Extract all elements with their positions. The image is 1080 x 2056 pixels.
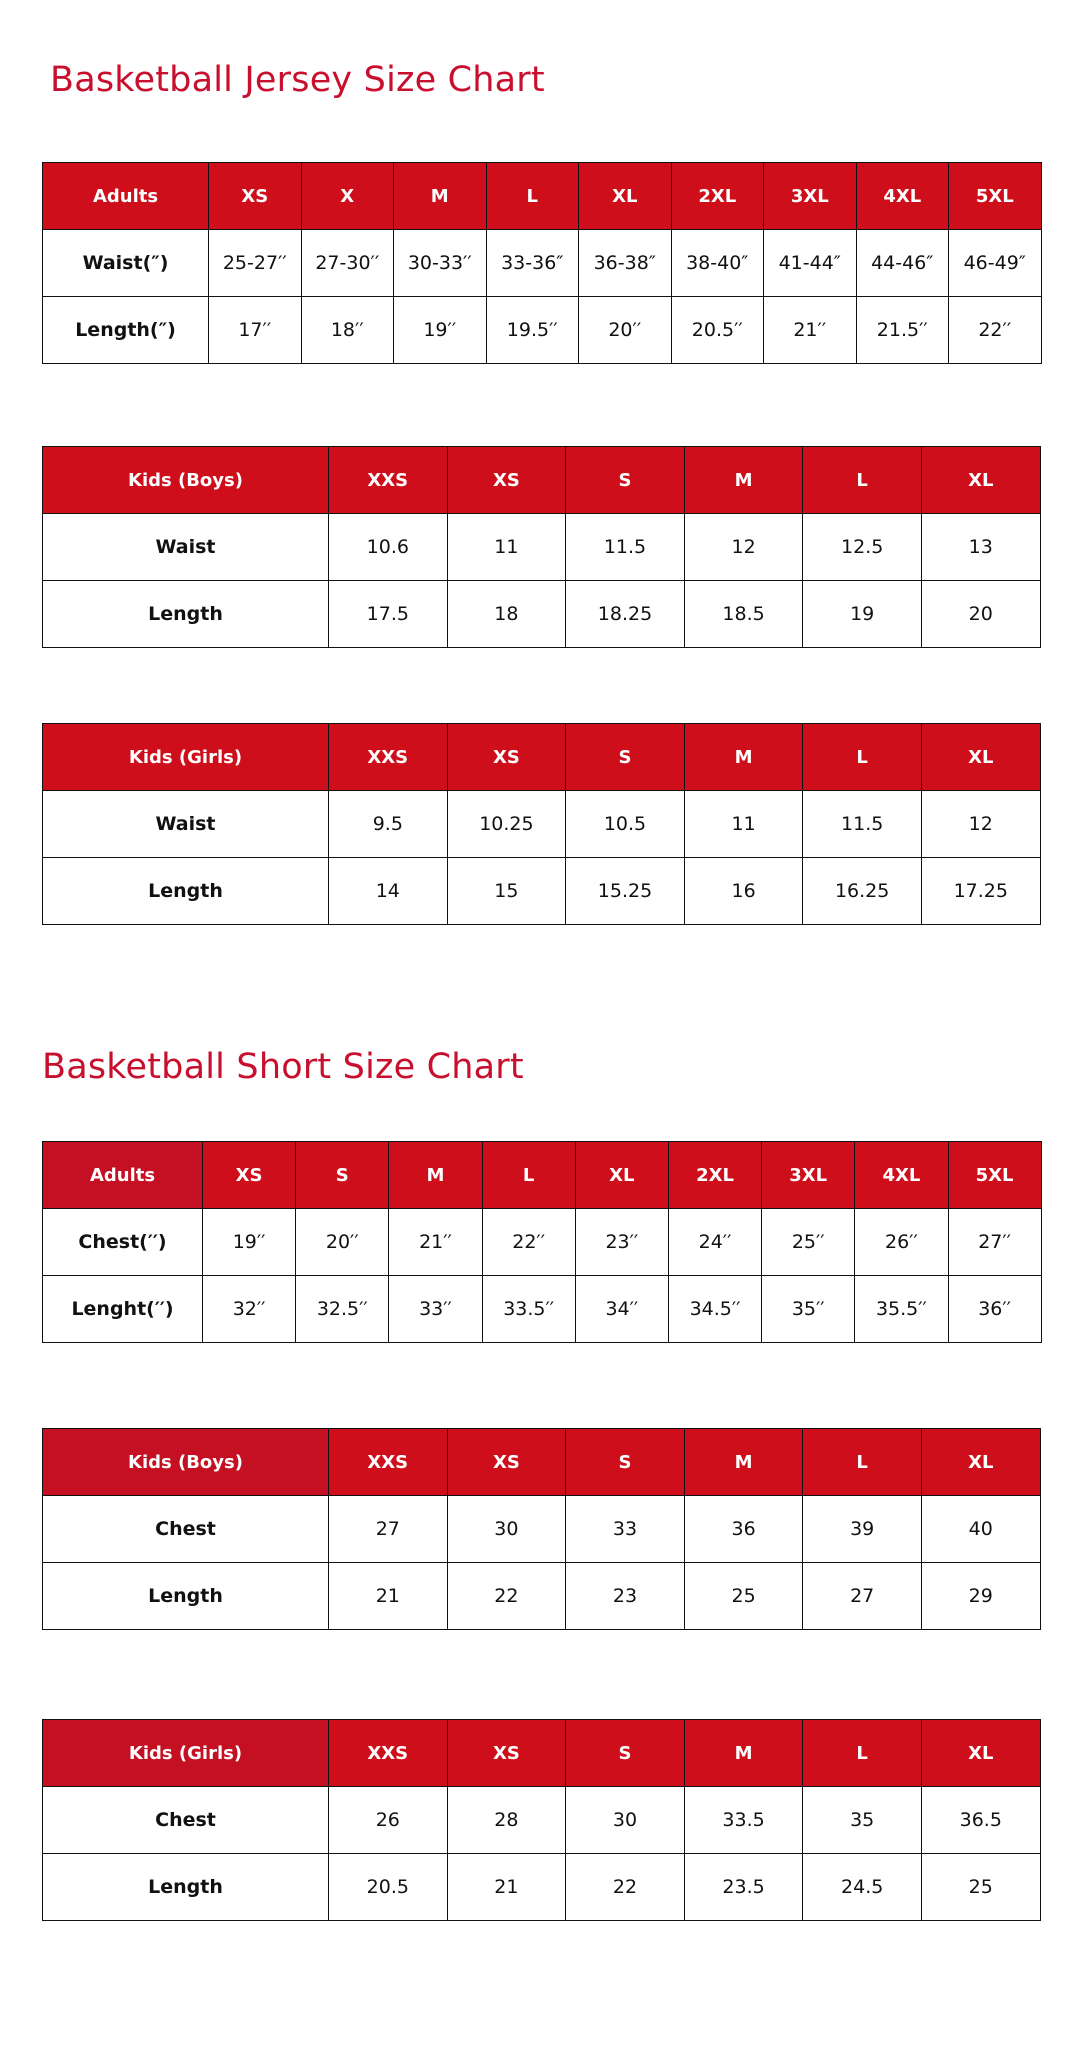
table-cell: 25 (684, 1563, 803, 1630)
table-cell: 32.5′′ (296, 1276, 389, 1343)
table-cell: 20.5′′ (671, 297, 764, 364)
header-cell-size: XL (579, 163, 672, 230)
table-cell: 24.5 (803, 1854, 922, 1921)
table-cell: 15.25 (566, 858, 685, 925)
table-row (43, 1276, 1042, 1343)
table-cell: 20 (921, 581, 1040, 648)
header-cell-size: M (684, 1720, 803, 1787)
table-cell: 28 (447, 1787, 566, 1854)
table-cell: 11 (684, 791, 803, 858)
header-cell-size: 2XL (671, 163, 764, 230)
table-cell: 19 (803, 581, 922, 648)
table-cell: 33-36″ (486, 230, 579, 297)
table-cell: 33.5 (684, 1787, 803, 1854)
table-cell: 17.5 (329, 581, 448, 648)
table-cell: 20′′ (579, 297, 672, 364)
table-row (43, 1496, 1041, 1563)
table-cell: 17′′ (209, 297, 302, 364)
table-cell: 11.5 (803, 791, 922, 858)
short-kids-boys-table (42, 1428, 1041, 1630)
header-cell-size: X (301, 163, 394, 230)
table-cell: 20.5 (329, 1854, 448, 1921)
header-row (43, 1142, 1042, 1209)
table-cell: 16.25 (803, 858, 922, 925)
table-cell: 27 (803, 1563, 922, 1630)
table-cell: 10.25 (447, 791, 566, 858)
row-label: Length (43, 1854, 329, 1921)
table-cell: 26′′ (855, 1209, 948, 1276)
header-cell-size: 3XL (764, 163, 857, 230)
header-cell-category: Kids (Boys) (43, 447, 329, 514)
header-cell-size: M (684, 447, 803, 514)
header-cell-size: S (566, 1720, 685, 1787)
table-cell: 21 (447, 1854, 566, 1921)
table-cell: 23.5 (684, 1854, 803, 1921)
table-cell: 25 (921, 1854, 1040, 1921)
table-cell: 17.25 (921, 858, 1040, 925)
table-cell: 21′′ (764, 297, 857, 364)
table-cell: 22′′ (482, 1209, 575, 1276)
table-cell: 21 (329, 1563, 448, 1630)
table-cell: 25-27′′ (209, 230, 302, 297)
row-label: Length (43, 858, 329, 925)
table-cell: 13 (921, 514, 1040, 581)
row-label: Length (43, 1563, 329, 1630)
table-cell: 11.5 (566, 514, 685, 581)
row-label: Length(″) (43, 297, 209, 364)
table-cell: 34.5′′ (668, 1276, 761, 1343)
header-cell-size: XS (209, 163, 302, 230)
table-cell: 10.5 (566, 791, 685, 858)
header-cell-size: XL (921, 724, 1040, 791)
header-cell-size: 2XL (668, 1142, 761, 1209)
table-cell: 33.5′′ (482, 1276, 575, 1343)
table-cell: 15 (447, 858, 566, 925)
header-cell-size: L (803, 724, 922, 791)
row-label: Length (43, 581, 329, 648)
table-cell: 21′′ (389, 1209, 482, 1276)
header-cell-size: 4XL (855, 1142, 948, 1209)
header-cell-size: S (566, 1429, 685, 1496)
header-cell-size: L (486, 163, 579, 230)
header-cell-category: Kids (Boys) (43, 1429, 329, 1496)
table-cell: 32′′ (203, 1276, 296, 1343)
header-cell-size: M (684, 1429, 803, 1496)
table-cell: 24′′ (668, 1209, 761, 1276)
table-cell: 16 (684, 858, 803, 925)
table-cell: 19′′ (394, 297, 487, 364)
header-cell-size: L (803, 1720, 922, 1787)
short-kids-girls-table (42, 1719, 1041, 1921)
table-cell: 20′′ (296, 1209, 389, 1276)
header-cell-size: M (389, 1142, 482, 1209)
header-cell-size: XS (447, 724, 566, 791)
table-cell: 9.5 (329, 791, 448, 858)
header-cell-size: 3XL (762, 1142, 855, 1209)
header-row (43, 447, 1041, 514)
row-label: Waist (43, 514, 329, 581)
jersey-kids-boys-table (42, 446, 1041, 648)
table-cell: 18 (447, 581, 566, 648)
header-cell-size: XS (447, 447, 566, 514)
table-cell: 46-49″ (949, 230, 1042, 297)
table-row (43, 514, 1041, 581)
table-row (43, 1787, 1041, 1854)
header-cell-size: XS (203, 1142, 296, 1209)
header-cell-size: L (803, 1429, 922, 1496)
table-cell: 11 (447, 514, 566, 581)
table-cell: 29 (921, 1563, 1040, 1630)
table-cell: 40 (921, 1496, 1040, 1563)
table-cell: 22′′ (949, 297, 1042, 364)
table-cell: 22 (566, 1854, 685, 1921)
header-cell-size: XL (921, 447, 1040, 514)
short-adults-table (42, 1141, 1042, 1343)
row-label: Lenght(′′) (43, 1276, 203, 1343)
header-row (43, 1720, 1041, 1787)
table-cell: 23′′ (575, 1209, 668, 1276)
header-cell-size: 5XL (948, 1142, 1041, 1209)
table-cell: 33 (566, 1496, 685, 1563)
row-label: Chest (43, 1787, 329, 1854)
header-cell-size: L (803, 447, 922, 514)
table-cell: 36-38″ (579, 230, 672, 297)
table-cell: 18.5 (684, 581, 803, 648)
header-row (43, 724, 1041, 791)
header-cell-size: XS (447, 1720, 566, 1787)
row-label: Chest(′′) (43, 1209, 203, 1276)
table-cell: 27 (329, 1496, 448, 1563)
table-cell: 33′′ (389, 1276, 482, 1343)
header-cell-category: Kids (Girls) (43, 1720, 329, 1787)
header-cell-size: XXS (329, 447, 448, 514)
table-row (43, 858, 1041, 925)
header-cell-size: L (482, 1142, 575, 1209)
table-cell: 38-40″ (671, 230, 764, 297)
table-cell: 10.6 (329, 514, 448, 581)
header-cell-category: Kids (Girls) (43, 724, 329, 791)
header-cell-size: XS (447, 1429, 566, 1496)
table-cell: 19′′ (203, 1209, 296, 1276)
row-label: Waist (43, 791, 329, 858)
table-row (43, 1854, 1041, 1921)
header-cell-size: XXS (329, 1429, 448, 1496)
header-cell-size: 5XL (949, 163, 1042, 230)
header-cell-size: XXS (329, 724, 448, 791)
header-cell-size: M (394, 163, 487, 230)
table-cell: 36.5 (921, 1787, 1040, 1854)
table-row (43, 1209, 1042, 1276)
jersey-chart-title: Basketball Jersey Size Chart (50, 60, 545, 100)
row-label: Waist(″) (43, 230, 209, 297)
header-cell-size: XL (921, 1429, 1040, 1496)
table-cell: 26 (329, 1787, 448, 1854)
table-cell: 19.5′′ (486, 297, 579, 364)
table-cell: 21.5′′ (856, 297, 949, 364)
header-row (43, 1429, 1041, 1496)
table-cell: 35 (803, 1787, 922, 1854)
table-cell: 30 (447, 1496, 566, 1563)
table-cell: 27-30′′ (301, 230, 394, 297)
header-cell-size: S (296, 1142, 389, 1209)
table-cell: 36′′ (948, 1276, 1041, 1343)
table-cell: 18.25 (566, 581, 685, 648)
row-label: Chest (43, 1496, 329, 1563)
table-cell: 14 (329, 858, 448, 925)
table-cell: 27′′ (948, 1209, 1041, 1276)
table-cell: 18′′ (301, 297, 394, 364)
table-cell: 30 (566, 1787, 685, 1854)
table-cell: 34′′ (575, 1276, 668, 1343)
table-cell: 22 (447, 1563, 566, 1630)
table-row (43, 581, 1041, 648)
header-cell-category: Adults (43, 163, 209, 230)
table-cell: 35.5′′ (855, 1276, 948, 1343)
header-cell-size: S (566, 724, 685, 791)
header-row (43, 163, 1042, 230)
table-cell: 12 (684, 514, 803, 581)
jersey-adults-table (42, 162, 1042, 364)
jersey-kids-girls-table (42, 723, 1041, 925)
header-cell-size: M (684, 724, 803, 791)
table-row (43, 791, 1041, 858)
short-chart-title: Basketball Short Size Chart (42, 1047, 524, 1087)
header-cell-size: 4XL (856, 163, 949, 230)
table-cell: 36 (684, 1496, 803, 1563)
table-cell: 39 (803, 1496, 922, 1563)
header-cell-size: XL (575, 1142, 668, 1209)
header-cell-size: S (566, 447, 685, 514)
table-row (43, 297, 1042, 364)
header-cell-size: XL (921, 1720, 1040, 1787)
table-cell: 23 (566, 1563, 685, 1630)
table-cell: 25′′ (762, 1209, 855, 1276)
table-cell: 30-33′′ (394, 230, 487, 297)
table-cell: 44-46″ (856, 230, 949, 297)
header-cell-category: Adults (43, 1142, 203, 1209)
table-row (43, 230, 1042, 297)
table-row (43, 1563, 1041, 1630)
table-cell: 12.5 (803, 514, 922, 581)
table-cell: 12 (921, 791, 1040, 858)
table-cell: 35′′ (762, 1276, 855, 1343)
header-cell-size: XXS (329, 1720, 448, 1787)
table-cell: 41-44″ (764, 230, 857, 297)
